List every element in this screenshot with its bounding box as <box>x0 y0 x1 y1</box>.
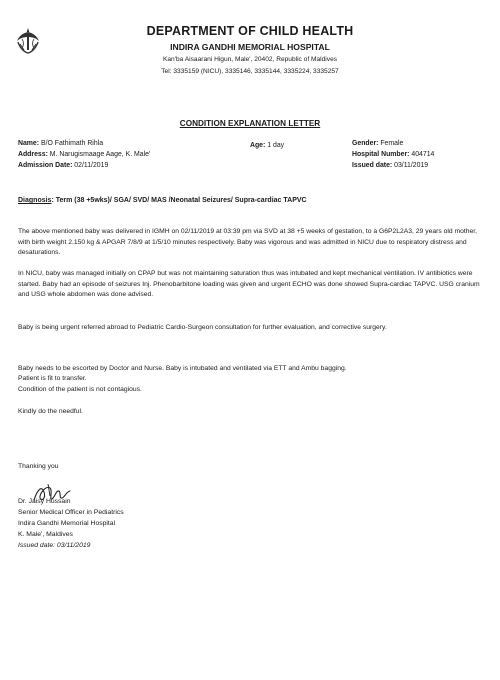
doctor-designation: Senior Medical Officer in Pediatrics <box>18 509 124 516</box>
patient-name-row <box>18 140 103 147</box>
delivery-paragraph: The above mentioned baby was delivered in IGMH on 02/11/2019 at 03:39 pm via SVD at 38 +5 weeks of gestation, to a G6P2L2A3, 29 years old mother, with birth weight 2.150 kg & APGAR 7/8/9 at 1/5/10 minutes respectively. Baby was vigorous and was admitted in NICU due to respiratory distress and desaturations. <box>18 228 477 257</box>
signatory-location: K. Male', Maldives <box>18 531 73 538</box>
hospital-number-value: 404714 <box>411 151 435 158</box>
address-value: M. Narugismaage Aage, K. Male' <box>49 151 151 158</box>
state-emblem-icon <box>14 26 42 56</box>
diagnosis-line: Diagnosis: Term (38 +5wks)/ SGA/ SVD/ MAS /Neonatal Seizures/ Supra-cardiac TAPVC <box>18 197 307 204</box>
department-title: DEPARTMENT OF CHILD HEALTH <box>146 24 354 38</box>
doctor-name: Dr. Jaisy Hussain <box>18 498 71 505</box>
signatory-hospital: Indira Gandhi Memorial Hospital <box>18 520 116 527</box>
name-value: B/O Fathimath Rihla <box>40 140 104 147</box>
gender-value: Female <box>380 140 404 147</box>
not-contagious-line: Condition of the patient is not contagious. <box>18 386 142 393</box>
referral-paragraph: Baby is being urgent referred abroad to Pediatric Cardio-Surgeon consultation for further evaluation, and corrective surgery. <box>18 324 387 331</box>
address-label: Address: <box>18 151 48 158</box>
letter-title: CONDITION EXPLANATION LETTER <box>179 119 321 128</box>
issued-date-value: 03/11/2019 <box>394 162 429 169</box>
kindly-line: Kindly do the needful. <box>18 408 83 415</box>
hospital-name: INDIRA GANDHI MEMORIAL HOSPITAL <box>170 42 330 52</box>
fit-to-transfer-line: Patient is fit to transfer. <box>18 375 87 382</box>
escort-line: Baby needs to be escorted by Doctor and Nurse. Baby is intubated and ventilated via ETT and Ambu bagging. <box>18 365 347 372</box>
patient-address-row <box>18 151 150 158</box>
gender-label: Gender: <box>352 140 379 147</box>
admission-date-value: 02/11/2019 <box>74 162 109 169</box>
patient-gender-row <box>352 140 403 147</box>
hospital-address: Kan'ba Aisaarani Higun, Male', 20402, Republic of Maldives <box>162 56 338 63</box>
issued-date-label: Issued date: <box>352 162 393 169</box>
age-value: 1 day <box>267 142 285 149</box>
age-label: Age: <box>250 142 266 149</box>
diagnosis-label: Diagnosis <box>18 197 52 204</box>
admission-date-label: Admission Date: <box>18 162 73 169</box>
diagnosis-text: Term (38 +5wks)/ SGA/ SVD/ MAS /Neonatal Seizures/ Supra-cardiac TAPVC <box>55 197 307 204</box>
nicu-paragraph: In NICU, baby was managed initially on CPAP but was not maintaining saturation thus was intubated and kept mechanical ventilation. IV antibiotics were started. Baby had an episode of seizures Inj. Phenobarbitone loading was given and urgent ECHO was done showed Supra-cardiac TAPVC. USG cranium and USG whole abdomen was done advised. <box>18 270 480 299</box>
patient-age-row <box>250 142 284 149</box>
hospital-number-row <box>352 151 434 158</box>
thanking-line: Thanking you <box>18 463 59 470</box>
admission-date-row <box>18 162 108 169</box>
name-label: Name: <box>18 140 40 147</box>
hospital-telephone: Tel: 3335159 (NICU), 3335146, 3335144, 3335224, 3335257 <box>161 68 339 75</box>
signatory-issued-date: Issued date: 03/11/2019 <box>18 542 91 549</box>
hospital-number-label: Hospital Number: <box>352 151 410 158</box>
issued-date-row <box>352 162 428 169</box>
